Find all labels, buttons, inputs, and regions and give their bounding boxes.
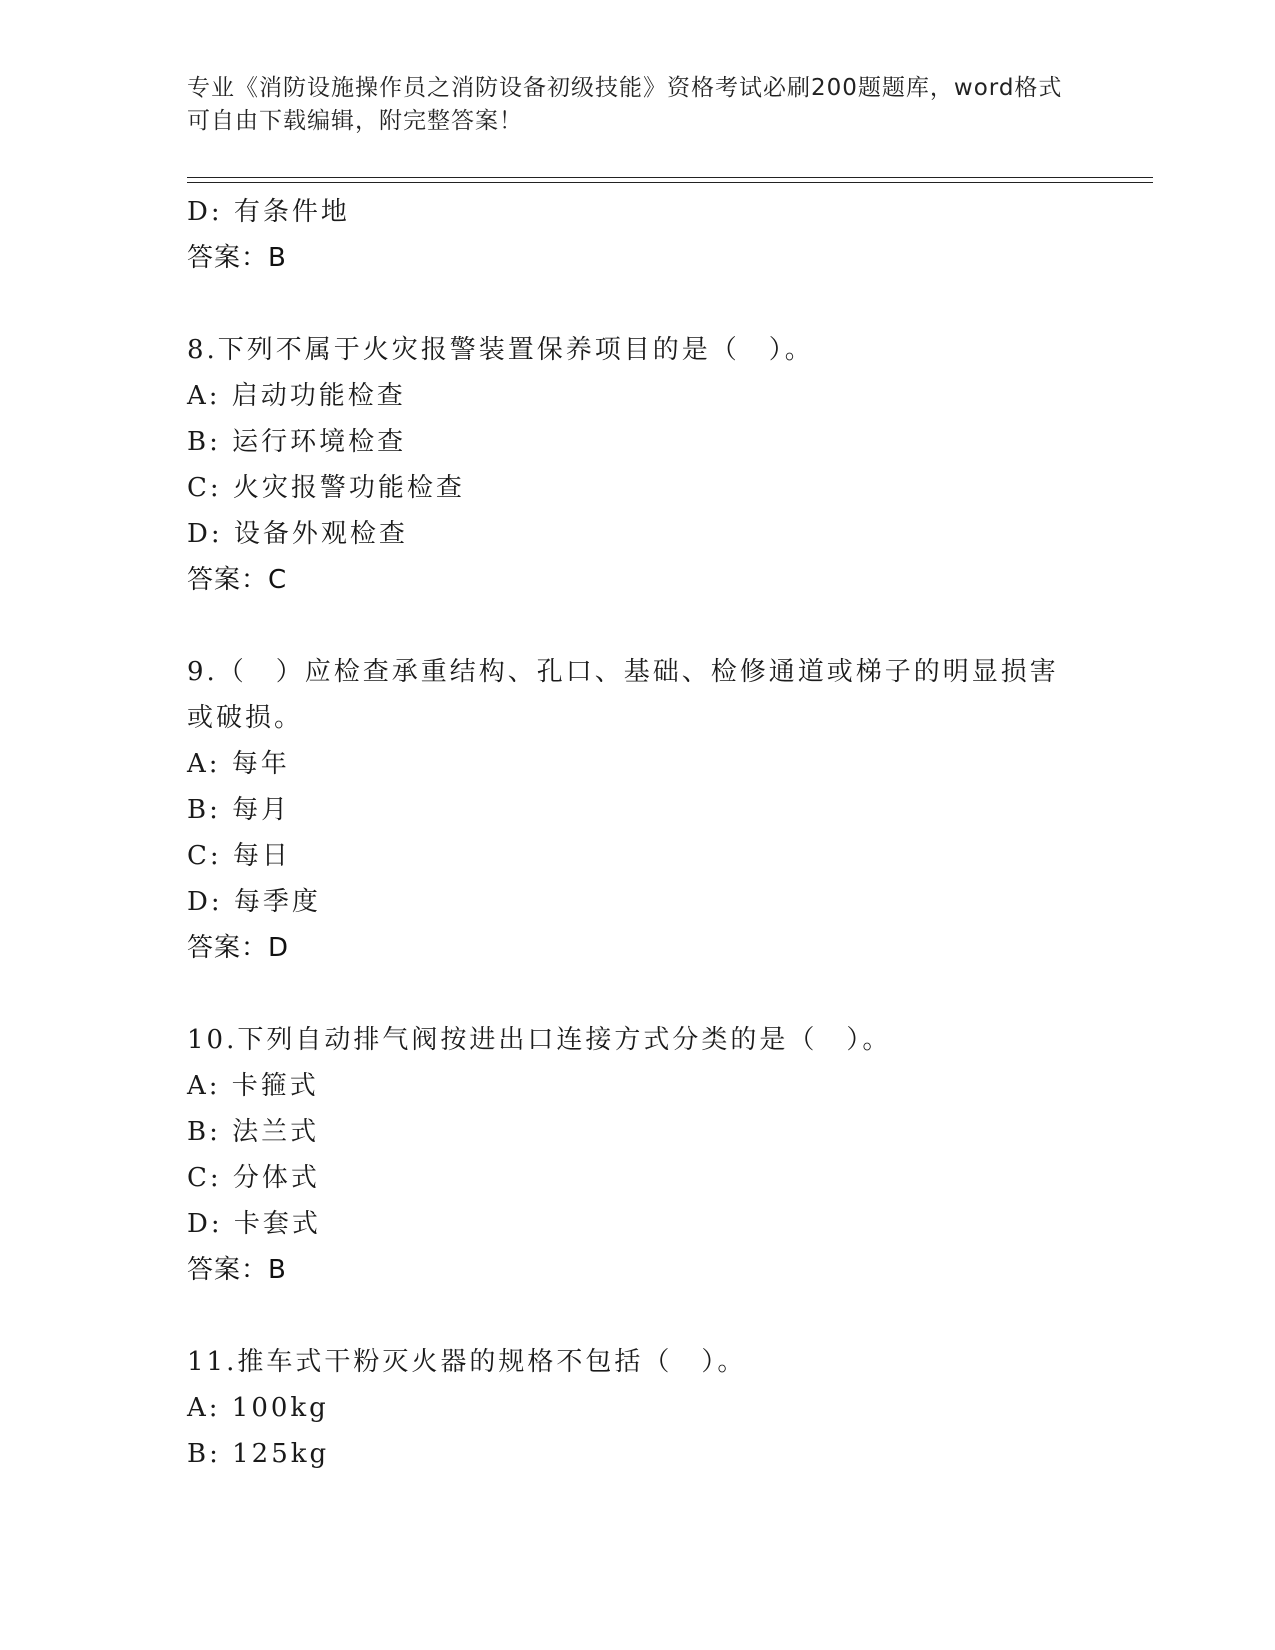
question-list [187, 189, 1087, 1477]
question-stem: 8.下列不属于火灾报警装置保养项目的是（ ）。 [187, 335, 814, 365]
spacer [187, 281, 1087, 327]
question-stem: 11.推车式干粉灭火器的规格不包括（ ）。 [187, 1347, 747, 1377]
option-d: D: 有条件地 [187, 197, 350, 227]
option-a: A: 卡箍式 [187, 1071, 319, 1101]
answer: 答案：B [187, 243, 287, 273]
option-c: C: 火灾报警功能检查 [187, 473, 465, 503]
option-d: D: 设备外观检查 [187, 519, 408, 549]
option-d: D: 卡套式 [187, 1209, 321, 1239]
option-b: B: 每月 [187, 795, 291, 825]
option-b: B: 法兰式 [187, 1117, 320, 1147]
spacer [187, 971, 1087, 1017]
option-a: A: 每年 [187, 749, 290, 779]
option-b: B: 125kg [187, 1439, 330, 1469]
answer: 答案：C [187, 565, 288, 595]
header-rule-bottom [187, 182, 1153, 183]
header-rule-top [187, 177, 1153, 178]
spacer [187, 1293, 1087, 1339]
option-b: B: 运行环境检查 [187, 427, 407, 457]
option-a: A: 启动功能检查 [187, 381, 406, 411]
option-d: D: 每季度 [187, 887, 321, 917]
question-stem: 10.下列自动排气阀按进出口连接方式分类的是（ ）。 [187, 1025, 892, 1055]
spacer [187, 603, 1087, 649]
answer: 答案：B [187, 1255, 287, 1285]
document-header: 专业《消防设施操作员之消防设备初级技能》资格考试必刷200题题库，word格式可自由下载编辑，附完整答案！ [187, 75, 1063, 134]
option-c: C: 每日 [187, 841, 291, 871]
option-a: A: 100kg [187, 1393, 329, 1423]
question-stem-line-1: 9.（ ）应检查承重结构、孔口、基础、检修通道或梯子的明显损害 [187, 657, 1059, 687]
question-stem-line-2: 或破损。 [187, 703, 304, 733]
answer: 答案：D [187, 933, 290, 963]
option-c: C: 分体式 [187, 1163, 320, 1193]
